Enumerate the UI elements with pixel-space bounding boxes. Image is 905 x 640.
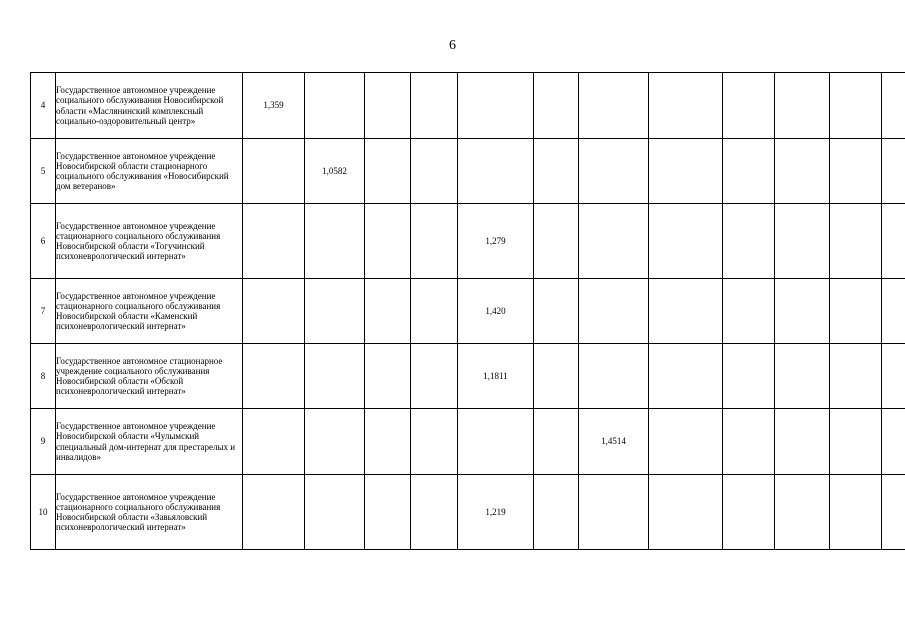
value-cell: 1,420 <box>458 279 534 344</box>
value-cell <box>649 73 723 139</box>
value-cell <box>534 73 579 139</box>
value-cell <box>243 139 305 204</box>
row-number: 6 <box>31 204 56 279</box>
value-cell <box>534 139 579 204</box>
value-cell <box>411 409 458 475</box>
value-cell <box>243 279 305 344</box>
value-cell <box>579 73 649 139</box>
organization-name: Государственное автономное учреждение Новосибирской области «Чулымский специальный дом-интернат для престарелых и инвалидов» <box>56 409 243 475</box>
value-cell <box>365 204 411 279</box>
page-number: 6 <box>449 38 456 53</box>
value-cell <box>243 344 305 409</box>
data-table <box>30 72 905 550</box>
value-cell <box>365 139 411 204</box>
value-cell <box>775 475 830 550</box>
value-cell: 1,1811 <box>458 344 534 409</box>
value-cell <box>775 344 830 409</box>
value-cell <box>830 73 882 139</box>
value-cell <box>775 139 830 204</box>
value-cell <box>243 475 305 550</box>
value-cell <box>830 204 882 279</box>
value-cell: 1,359 <box>243 73 305 139</box>
value-cell <box>243 409 305 475</box>
value-cell <box>579 344 649 409</box>
table-row <box>31 279 905 344</box>
table-row <box>31 139 905 204</box>
value-cell <box>649 204 723 279</box>
value-cell: 1,0582 <box>305 139 365 204</box>
value-cell <box>534 344 579 409</box>
value-cell <box>775 73 830 139</box>
value-cell <box>534 409 579 475</box>
value-cell <box>534 475 579 550</box>
value-cell <box>723 475 775 550</box>
value-cell <box>723 139 775 204</box>
value-cell <box>775 279 830 344</box>
value-cell <box>723 204 775 279</box>
value-cell <box>579 139 649 204</box>
table-row <box>31 204 905 279</box>
value-cell <box>365 344 411 409</box>
value-cell <box>882 475 905 550</box>
row-number: 5 <box>31 139 56 204</box>
value-cell <box>411 73 458 139</box>
value-cell <box>830 344 882 409</box>
organization-name: Государственное автономное учреждение социального обслуживания Новосибирской области «Маслянинский комплексный социально-оздоровительный центр» <box>56 73 243 139</box>
value-cell <box>305 73 365 139</box>
value-cell <box>411 475 458 550</box>
value-cell <box>365 73 411 139</box>
value-cell <box>305 344 365 409</box>
value-cell <box>649 344 723 409</box>
value-cell <box>830 279 882 344</box>
organization-name: Государственное автономное стационарное учреждение социального обслуживания Новосибирской области «Обской психоневрологический интернат» <box>56 344 243 409</box>
value-cell <box>723 279 775 344</box>
value-cell <box>305 475 365 550</box>
value-cell <box>649 475 723 550</box>
table-row <box>31 475 905 550</box>
value-cell <box>305 279 365 344</box>
value-cell <box>882 409 905 475</box>
value-cell <box>649 139 723 204</box>
organization-name: Государственное автономное учреждение стационарного социального обслуживания Новосибирской области «Завьяловский психоневрологический интернат» <box>56 475 243 550</box>
row-number: 10 <box>31 475 56 550</box>
value-cell <box>579 279 649 344</box>
value-cell <box>775 204 830 279</box>
value-cell: 1,4514 <box>579 409 649 475</box>
value-cell <box>458 73 534 139</box>
value-cell <box>775 409 830 475</box>
value-cell <box>534 279 579 344</box>
table-row <box>31 409 905 475</box>
value-cell <box>830 409 882 475</box>
value-cell <box>882 344 905 409</box>
value-cell <box>882 73 905 139</box>
organization-name: Государственное автономное учреждение стационарного социального обслуживания Новосибирской области «Тогучинский психоневрологический интернат» <box>56 204 243 279</box>
value-cell <box>579 204 649 279</box>
value-cell <box>882 139 905 204</box>
value-cell <box>649 279 723 344</box>
value-cell <box>305 409 365 475</box>
value-cell <box>365 409 411 475</box>
table-row <box>31 344 905 409</box>
value-cell <box>723 73 775 139</box>
value-cell <box>579 475 649 550</box>
value-cell <box>458 139 534 204</box>
value-cell <box>458 409 534 475</box>
value-cell <box>365 475 411 550</box>
row-number: 8 <box>31 344 56 409</box>
row-number: 7 <box>31 279 56 344</box>
row-number: 9 <box>31 409 56 475</box>
value-cell: 1,219 <box>458 475 534 550</box>
value-cell <box>305 204 365 279</box>
organization-name: Государственное автономное учреждение Новосибирской области стационарного социального обслуживания «Новосибирский дом ветеранов» <box>56 139 243 204</box>
table-row <box>31 73 905 139</box>
value-cell <box>723 409 775 475</box>
value-cell <box>411 204 458 279</box>
row-number: 4 <box>31 73 56 139</box>
value-cell <box>882 204 905 279</box>
value-cell <box>830 475 882 550</box>
value-cell: 1,279 <box>458 204 534 279</box>
value-cell <box>243 204 305 279</box>
value-cell <box>882 279 905 344</box>
value-cell <box>411 344 458 409</box>
value-cell <box>411 279 458 344</box>
value-cell <box>830 139 882 204</box>
value-cell <box>411 139 458 204</box>
organization-name: Государственное автономное учреждение стационарного социального обслуживания Новосибирской области «Каменский психоневрологический интернат» <box>56 279 243 344</box>
value-cell <box>723 344 775 409</box>
value-cell <box>534 204 579 279</box>
value-cell <box>365 279 411 344</box>
value-cell <box>649 409 723 475</box>
